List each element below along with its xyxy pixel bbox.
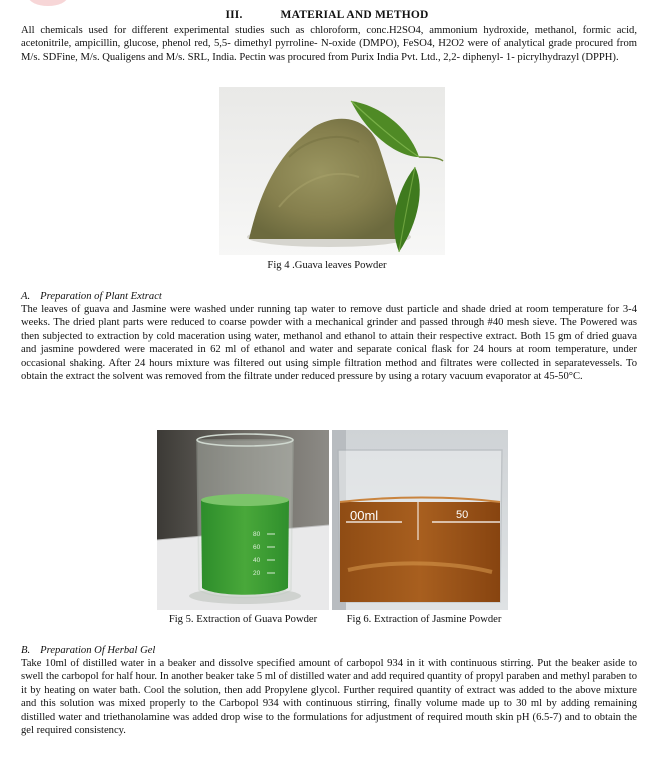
fig5-mark-80: 80: [253, 531, 261, 538]
fig5-mark-20: 20: [253, 570, 261, 577]
subsection-a-heading: [21, 290, 162, 303]
fig5-mark-40: 40: [253, 557, 261, 564]
subsection-b-title: Preparation Of Herbal Gel: [40, 645, 156, 656]
section-number: III.: [225, 9, 243, 21]
section-title: MATERIAL AND METHOD: [280, 9, 429, 21]
subsection-a-title: Preparation of Plant Extract: [40, 291, 162, 302]
fig5-mark-60: 60: [253, 544, 261, 551]
corner-decoration: [28, 0, 68, 6]
subsection-a-paragraph: The leaves of guava and Jasmine were washed under running tap water to remove dust particle and shade dried at room temperature for 3-4 weeks. The dried plant parts were reduced to coarse powder with a mechanical grinder and passed through #40 mesh sieve. The Powered was then subjected to extraction by cold maceration using water, methanol and ethanol to attain their respective extract. Both 15 gm of dried guava and jasmine powdered were macerated in 62 ml of ethanol and water and separate conical flask for 24 hours at room temperature, under occasional shaking. After 24 hours mixture was filtered out using simple filtration method and filtrates were collected in separatevessels. To obtain the extract the solvent was removed from the filtrate under reduced pressure by using a rotary vacuum evaporator at 45-50°C.: [21, 304, 637, 383]
guava-extract-photo: [157, 430, 329, 610]
section-heading: [0, 9, 654, 22]
fig6-caption: Fig 6. Extraction of Jasmine Powder: [346, 614, 502, 625]
guava-powder-photo: [219, 87, 445, 255]
intro-paragraph: All chemicals used for different experimental studies such as chloroform, conc.H2SO4, ammonium hydroxide, methanol, formic acid, acetonitrile, ampicillin, glucose, phenol red, 5,5- dimethyl pyrroline- N-oxide (DMPO), FeSO4, H2O2 were of analytical grade procured from M/s. SDFine, M/s. Qualigens and M/s. SRL, India. Pectin was procured from Purix India Pvt. Ltd., 2,2- diphenyl- 1- picrylhydrazyl (DPPH).: [21, 25, 637, 63]
fig6-mark-50: 50: [456, 509, 469, 521]
subsection-b-paragraph: Take 10ml of distilled water in a beaker and dissolve specified amount of carbopol 934 in it with continuous stirring. Put the beaker aside to swell the carbopol for half hour. In another beaker take 5 ml of distilled water and add required quantity of propyl paraben and methyl paraben to it by heating on water bath. Cool the solution, then add Propylene glycol. Further required quantity of extract was added to the above mixture and this solution was mixed properly to the Carbopol 934 with continuous stirring, finally volume made up to 30 ml by adding remaining distilled water and triethanolamine was added drop wise to the formulations for adjustment of required mouth skin pH (6.5-7) and to obtain the gel required consistency.: [21, 658, 637, 737]
fig6-mark-100ml: 00ml: [350, 508, 379, 523]
jasmine-extract-photo: [332, 430, 508, 610]
fig4-caption: Fig 4 .Guava leaves Powder: [267, 260, 387, 271]
fig5-caption: Fig 5. Extraction of Guava Powder: [168, 614, 318, 625]
subsection-a-letter: A.: [21, 291, 31, 302]
subsection-b-letter: B.: [21, 645, 31, 656]
subsection-b-heading: [21, 644, 155, 657]
